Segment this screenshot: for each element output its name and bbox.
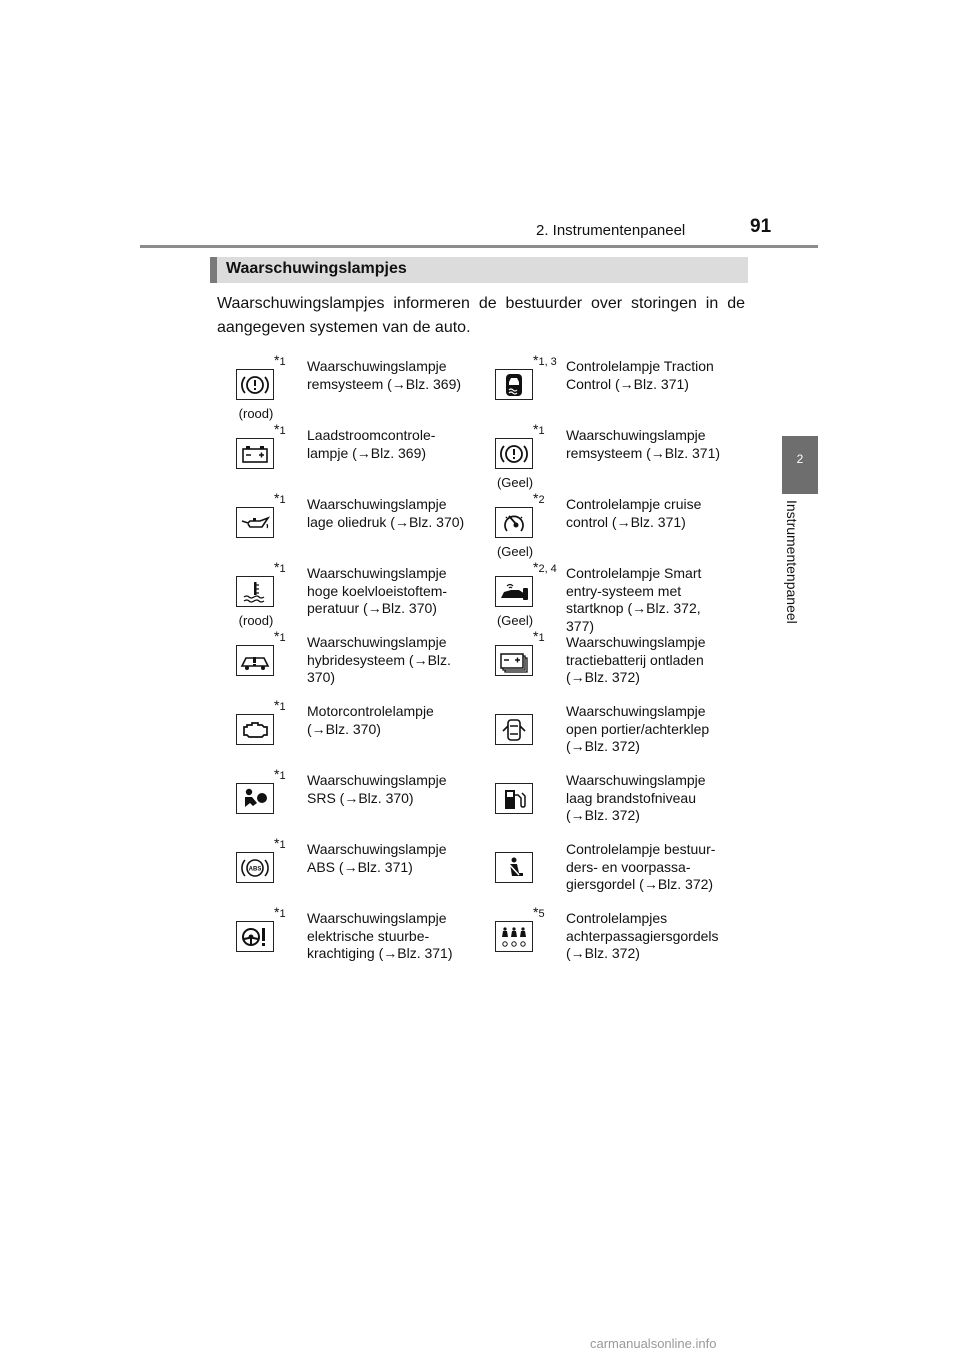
fuel-level-icon [495, 783, 533, 814]
footnote-marker: *1 [274, 421, 286, 437]
footnote-marker: *2 [533, 490, 545, 506]
footnote-marker: *1 [274, 904, 286, 920]
warning-light-description: Waarschuwingslampje elektrische stuurbe-krachtiging (→Blz. 371) [307, 910, 453, 961]
rear-seatbelt-icon [495, 921, 533, 952]
warning-light-description: Waarschuwingslampje remsysteem (→Blz. 369) [307, 358, 462, 392]
warning-light-description: Waarschuwingslampje open portier/achterklep (→Blz. 372) [566, 703, 710, 754]
svg-text:ABS: ABS [248, 866, 262, 872]
abs-icon [236, 852, 274, 883]
warning-light-entry [218, 490, 470, 560]
warning-light-entry [477, 766, 729, 836]
warning-light-entry [477, 835, 729, 905]
color-label: (Geel) [496, 475, 534, 490]
footnote-marker: *1 [274, 628, 286, 644]
footnote-marker: *1 [533, 628, 545, 644]
section-intro: Waarschuwingslampjes informeren de bestuurder over storingen in de aangegeven systemen van de auto. [217, 295, 745, 336]
warning-light-entry [218, 421, 470, 491]
footnote-marker: *1 [274, 697, 286, 713]
warning-light-entry [477, 490, 729, 560]
footnote-marker: *1 [274, 352, 286, 368]
color-label: (Geel) [496, 544, 534, 559]
warning-light-description: Waarschuwingslampje SRS (→Blz. 370) [307, 772, 447, 806]
battery-charge-icon [236, 438, 274, 469]
engine-check-icon [236, 714, 274, 745]
warning-light-description: Motorcontrolelampje (→Blz. 370) [307, 703, 434, 737]
open-door-icon [495, 714, 533, 745]
footer-watermark: carmanualsonline.info [590, 1336, 717, 1351]
warning-light-description: Controlelampjes achterpassagiersgordels (→Blz. 372) [566, 910, 719, 961]
warning-light-entry [218, 904, 470, 974]
chapter-title: 2. Instrumentenpaneel [536, 222, 686, 239]
page-number: 91 [750, 216, 772, 237]
warning-light-entry [218, 352, 470, 422]
warning-light-description: Waarschuwingslampje tractiebatterij ontladen (→Blz. 372) [566, 634, 706, 685]
warning-light-entry [218, 628, 470, 698]
warning-light-description: Waarschuwingslampje hybridesysteem (→Blz. 370) [307, 634, 451, 685]
warning-light-entry [218, 835, 470, 905]
warning-light-description: Waarschuwingslampje lage oliedruk (→Blz. 370) [307, 496, 465, 530]
section-header [210, 257, 748, 283]
chapter-tab-label: Instrumentenpaneel [784, 500, 800, 624]
warning-light-description: Laadstroomcontrole-lampje (→Blz. 369) [307, 427, 436, 461]
footnote-marker: *1, 3 [533, 352, 557, 368]
cruise-control-icon [495, 507, 533, 538]
warning-light-description: Waarschuwingslampje laag brandstofniveau (→Blz. 372) [566, 772, 706, 823]
header-divider [140, 245, 818, 248]
footnote-marker: *1 [274, 559, 286, 575]
traction-battery-icon [495, 645, 533, 676]
smart-entry-icon [495, 576, 533, 607]
warning-light-entry [477, 352, 729, 422]
footnote-marker: *1 [274, 490, 286, 506]
footnote-marker: *1 [533, 421, 545, 437]
warning-light-description: Waarschuwingslampje ABS (→Blz. 371) [307, 841, 447, 875]
hybrid-system-icon [236, 645, 274, 676]
warning-light-entry [477, 559, 729, 634]
oil-pressure-icon [236, 507, 274, 538]
brake-warning-icon [236, 369, 274, 400]
warning-light-entry [218, 697, 470, 767]
warning-light-entry [477, 628, 729, 698]
warning-light-description: Controlelampje bestuur-ders- en voorpassa-giersgordel (→Blz. 372) [566, 841, 716, 892]
footnote-marker: *1 [274, 766, 286, 782]
traction-control-icon [495, 369, 533, 400]
section-accent [210, 257, 217, 283]
seatbelt-icon [495, 852, 533, 883]
warning-light-entry [477, 904, 729, 974]
srs-airbag-icon [236, 783, 274, 814]
warning-light-entry [477, 697, 729, 767]
color-label: (Geel) [496, 613, 534, 628]
coolant-temperature-icon [236, 576, 274, 607]
chapter-tab-number: 2 [796, 452, 804, 466]
brake-warning-icon [495, 438, 533, 469]
footnote-marker: *1 [274, 835, 286, 851]
warning-light-description: Waarschuwingslampje remsysteem (→Blz. 371) [566, 427, 721, 461]
warning-light-description: Controlelampje Traction Control (→Blz. 371) [566, 358, 714, 392]
footnote-marker: *5 [533, 904, 545, 920]
footnote-marker: *2, 4 [533, 559, 557, 575]
warning-light-description: Controlelampje cruise control (→Blz. 371) [566, 496, 702, 530]
warning-light-entry [218, 559, 470, 629]
power-steering-icon [236, 921, 274, 952]
color-label: (rood) [238, 406, 274, 421]
warning-light-description: Controlelampje Smart entry-systeem met startknop (→Blz. 372, 377) [566, 565, 702, 634]
warning-light-entry [477, 421, 729, 491]
warning-light-description: Waarschuwingslampje hoge koelvloeistoftem-peratuur (→Blz. 370) [307, 565, 448, 616]
color-label: (rood) [238, 613, 274, 628]
warning-light-entry [218, 766, 470, 836]
section-title: Waarschuwingslampjes [226, 260, 407, 277]
